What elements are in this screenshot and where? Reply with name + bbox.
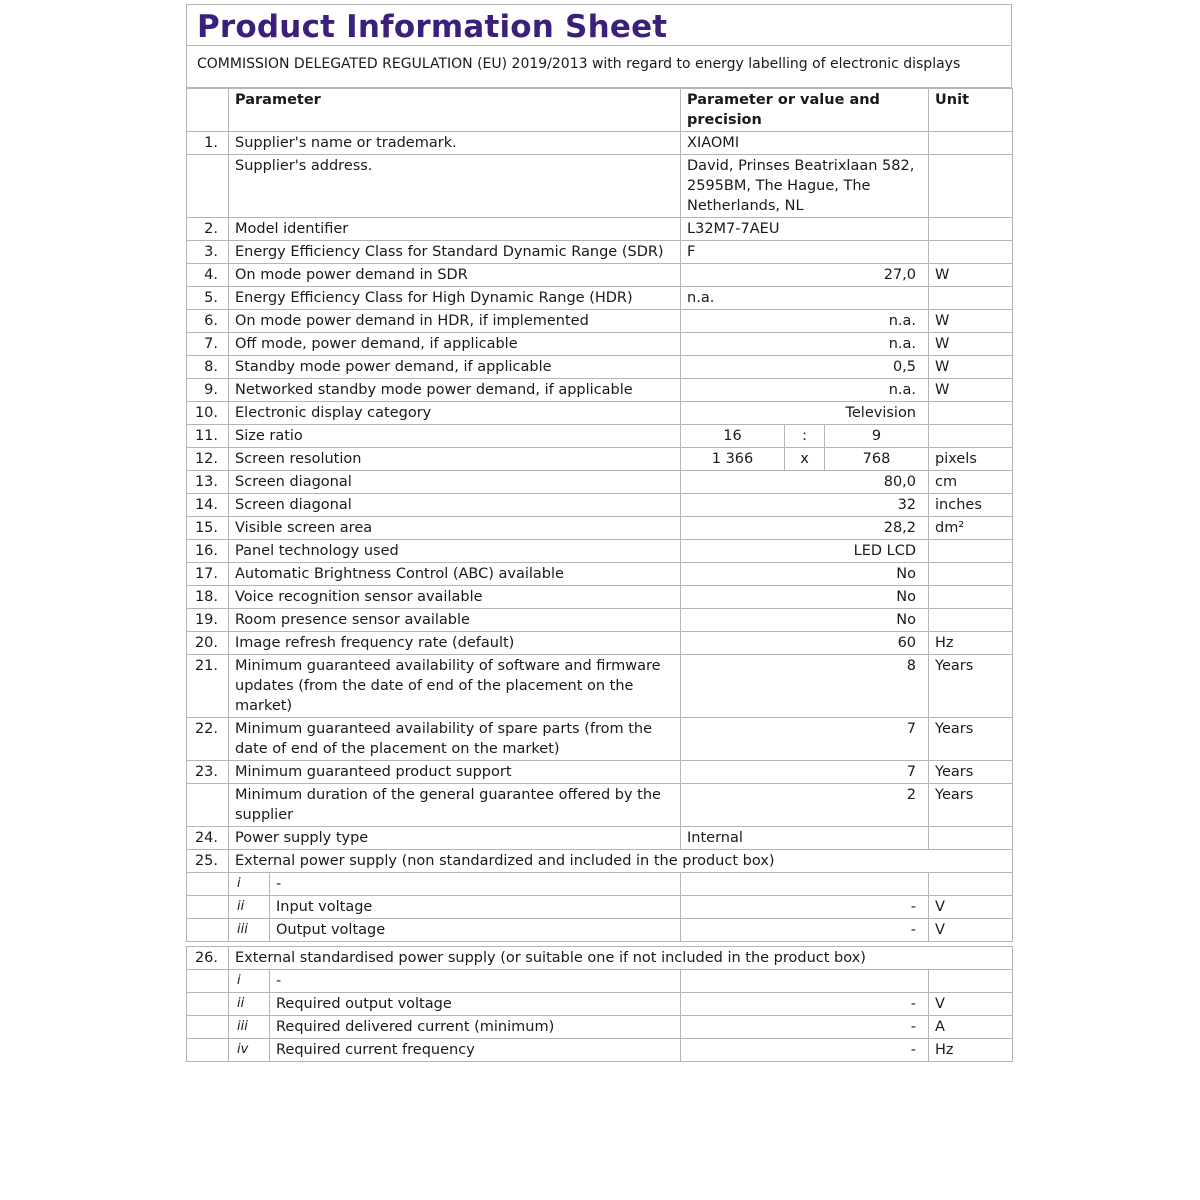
section-item-index: iii (229, 1016, 270, 1039)
row-number: 17. (187, 563, 229, 586)
row-parameter: Power supply type (229, 827, 681, 850)
row-value-separator: : (785, 425, 825, 448)
row-number: 10. (187, 402, 229, 425)
row-number: 3. (187, 241, 229, 264)
row-parameter: Off mode, power demand, if applicable (229, 333, 681, 356)
section-item-index: ii (229, 993, 270, 1016)
row-unit: inches (929, 494, 1013, 517)
section-number: 25. (187, 850, 229, 873)
row-number: 12. (187, 448, 229, 471)
table-row (187, 718, 1013, 761)
row-parameter: Image refresh frequency rate (default) (229, 632, 681, 655)
row-value: 27,0 (681, 264, 929, 287)
row-number: 24. (187, 827, 229, 850)
row-unit (929, 218, 1013, 241)
row-value-second: 9 (825, 425, 929, 448)
header-unit: Unit (929, 89, 1013, 132)
section-item-row (187, 896, 1013, 919)
section-item-value: - (681, 1016, 929, 1039)
table-row (187, 264, 1013, 287)
section-item-unit: V (929, 993, 1013, 1016)
section-item-index: iii (229, 919, 270, 942)
section-item-value (681, 970, 929, 993)
row-unit: W (929, 310, 1013, 333)
title-box (186, 4, 1012, 46)
row-value: 32 (681, 494, 929, 517)
table-row (187, 784, 1013, 827)
row-value: No (681, 586, 929, 609)
row-value-second: 768 (825, 448, 929, 471)
table-row (187, 155, 1013, 218)
row-number: 8. (187, 356, 229, 379)
section-title-row (187, 947, 1013, 970)
section-item-label: Output voltage (270, 919, 681, 942)
row-number: 22. (187, 718, 229, 761)
section-item-value (681, 873, 929, 896)
section-item-unit: V (929, 919, 1013, 942)
row-number: 1. (187, 132, 229, 155)
row-parameter: Voice recognition sensor available (229, 586, 681, 609)
table-row (187, 241, 1013, 264)
row-value-first: 1 366 (681, 448, 785, 471)
row-unit: Years (929, 761, 1013, 784)
row-parameter: Size ratio (229, 425, 681, 448)
section-item-label: Required current frequency (270, 1039, 681, 1062)
table-row (187, 218, 1013, 241)
row-parameter: Minimum guaranteed product support (229, 761, 681, 784)
section-item-index: iv (229, 1039, 270, 1062)
section-item-index: ii (229, 896, 270, 919)
row-unit: dm² (929, 517, 1013, 540)
section-item-spacer (187, 1016, 229, 1039)
row-number: 23. (187, 761, 229, 784)
section-item-spacer (187, 873, 229, 896)
row-unit (929, 586, 1013, 609)
section-item-spacer (187, 896, 229, 919)
row-unit: pixels (929, 448, 1013, 471)
section-title-row (187, 850, 1013, 873)
row-unit: Years (929, 784, 1013, 827)
row-number (187, 155, 229, 218)
section-number: 26. (187, 947, 229, 970)
section-item-value: - (681, 896, 929, 919)
row-value: n.a. (681, 287, 929, 310)
section-item-row (187, 919, 1013, 942)
row-unit (929, 609, 1013, 632)
section-item-value: - (681, 993, 929, 1016)
row-value: Television (681, 402, 929, 425)
row-unit: W (929, 356, 1013, 379)
section-item-row (187, 970, 1013, 993)
product-information-sheet (186, 4, 1012, 1062)
section-item-index: i (229, 970, 270, 993)
row-unit: Years (929, 718, 1013, 761)
row-number: 14. (187, 494, 229, 517)
row-parameter: Standby mode power demand, if applicable (229, 356, 681, 379)
row-parameter: Panel technology used (229, 540, 681, 563)
row-unit (929, 563, 1013, 586)
row-parameter: Supplier's address. (229, 155, 681, 218)
row-value: L32M7-7AEU (681, 218, 929, 241)
row-number: 20. (187, 632, 229, 655)
section-item-unit: Hz (929, 1039, 1013, 1062)
section-item-unit (929, 970, 1013, 993)
row-number: 7. (187, 333, 229, 356)
row-parameter: Visible screen area (229, 517, 681, 540)
row-value: 2 (681, 784, 929, 827)
row-unit: W (929, 379, 1013, 402)
table-row (187, 333, 1013, 356)
table-row (187, 132, 1013, 155)
row-value: David, Prinses Beatrixlaan 582, 2595BM, The Hague, The Netherlands, NL (681, 155, 929, 218)
table-row (187, 761, 1013, 784)
table-row (187, 827, 1013, 850)
row-value: Internal (681, 827, 929, 850)
parameter-table (186, 88, 1013, 1062)
section-item-spacer (187, 970, 229, 993)
section-item-label: - (270, 873, 681, 896)
row-unit (929, 402, 1013, 425)
row-parameter: Minimum guaranteed availability of spare parts (from the date of end of the placement on the market) (229, 718, 681, 761)
row-unit: Years (929, 655, 1013, 718)
row-parameter: Minimum guaranteed availability of software and firmware updates (from the date of end of the placement on the market) (229, 655, 681, 718)
row-value: 60 (681, 632, 929, 655)
row-value: No (681, 563, 929, 586)
row-number: 19. (187, 609, 229, 632)
row-unit (929, 540, 1013, 563)
row-value: 7 (681, 761, 929, 784)
header-parameter: Parameter (229, 89, 681, 132)
table-row (187, 494, 1013, 517)
row-value-first: 16 (681, 425, 785, 448)
section-item-row (187, 873, 1013, 896)
row-value: No (681, 609, 929, 632)
row-number: 21. (187, 655, 229, 718)
row-value: n.a. (681, 379, 929, 402)
row-unit: W (929, 264, 1013, 287)
table-row (187, 402, 1013, 425)
row-unit (929, 425, 1013, 448)
row-value: 28,2 (681, 517, 929, 540)
row-value: n.a. (681, 333, 929, 356)
section-item-value: - (681, 919, 929, 942)
subtitle-box (186, 46, 1012, 88)
row-number: 11. (187, 425, 229, 448)
row-value: LED LCD (681, 540, 929, 563)
header-value: Parameter or value and precision (681, 89, 929, 132)
section-item-row (187, 993, 1013, 1016)
section-item-index: i (229, 873, 270, 896)
row-parameter: Supplier's name or trademark. (229, 132, 681, 155)
section-title: External power supply (non standardized and included in the product box) (229, 850, 1013, 873)
row-value: 8 (681, 655, 929, 718)
row-parameter: Energy Efficiency Class for High Dynamic Range (HDR) (229, 287, 681, 310)
row-value: 0,5 (681, 356, 929, 379)
row-number: 2. (187, 218, 229, 241)
section-item-label: Required delivered current (minimum) (270, 1016, 681, 1039)
row-parameter: On mode power demand in HDR, if implemented (229, 310, 681, 333)
row-unit: Hz (929, 632, 1013, 655)
row-number: 4. (187, 264, 229, 287)
row-parameter: Model identifier (229, 218, 681, 241)
row-parameter: Energy Efficiency Class for Standard Dynamic Range (SDR) (229, 241, 681, 264)
table-row (187, 471, 1013, 494)
table-row (187, 448, 1013, 471)
row-number: 5. (187, 287, 229, 310)
section-item-value: - (681, 1039, 929, 1062)
section-item-label: Required output voltage (270, 993, 681, 1016)
section-item-spacer (187, 993, 229, 1016)
row-number: 6. (187, 310, 229, 333)
table-row (187, 379, 1013, 402)
row-value: 7 (681, 718, 929, 761)
section-item-label: Input voltage (270, 896, 681, 919)
row-value: 80,0 (681, 471, 929, 494)
row-parameter: Networked standby mode power demand, if applicable (229, 379, 681, 402)
row-unit (929, 287, 1013, 310)
row-unit: cm (929, 471, 1013, 494)
row-unit (929, 132, 1013, 155)
row-parameter: Screen diagonal (229, 471, 681, 494)
table-row (187, 586, 1013, 609)
row-unit (929, 827, 1013, 850)
table-row (187, 655, 1013, 718)
row-parameter: Room presence sensor available (229, 609, 681, 632)
row-number (187, 784, 229, 827)
row-number: 18. (187, 586, 229, 609)
row-value: XIAOMI (681, 132, 929, 155)
section-item-spacer (187, 1039, 229, 1062)
table-row (187, 517, 1013, 540)
row-unit (929, 241, 1013, 264)
section-title: External standardised power supply (or suitable one if not included in the product box) (229, 947, 1013, 970)
page-title: Product Information Sheet (197, 9, 668, 45)
row-value-separator: x (785, 448, 825, 471)
table-row (187, 425, 1013, 448)
row-number: 16. (187, 540, 229, 563)
table-row (187, 609, 1013, 632)
table-row (187, 356, 1013, 379)
section-item-spacer (187, 919, 229, 942)
row-parameter: On mode power demand in SDR (229, 264, 681, 287)
row-number: 9. (187, 379, 229, 402)
table-row (187, 540, 1013, 563)
table-header-row (187, 89, 1013, 132)
section-item-unit (929, 873, 1013, 896)
table-row (187, 563, 1013, 586)
row-number: 15. (187, 517, 229, 540)
regulation-subtitle: COMMISSION DELEGATED REGULATION (EU) 2019/2013 with regard to energy labelling of electronic displays (197, 56, 961, 72)
section-item-row (187, 1039, 1013, 1062)
section-item-unit: A (929, 1016, 1013, 1039)
table-row (187, 287, 1013, 310)
row-number: 13. (187, 471, 229, 494)
row-unit: W (929, 333, 1013, 356)
parameter-table-body (187, 89, 1013, 1062)
row-unit (929, 155, 1013, 218)
header-number-cell (187, 89, 229, 132)
row-parameter: Automatic Brightness Control (ABC) available (229, 563, 681, 586)
row-value: n.a. (681, 310, 929, 333)
row-value: F (681, 241, 929, 264)
section-item-unit: V (929, 896, 1013, 919)
table-row (187, 632, 1013, 655)
row-parameter: Minimum duration of the general guarantee offered by the supplier (229, 784, 681, 827)
row-parameter: Screen diagonal (229, 494, 681, 517)
row-parameter: Electronic display category (229, 402, 681, 425)
table-row (187, 310, 1013, 333)
section-item-label: - (270, 970, 681, 993)
section-item-row (187, 1016, 1013, 1039)
row-parameter: Screen resolution (229, 448, 681, 471)
